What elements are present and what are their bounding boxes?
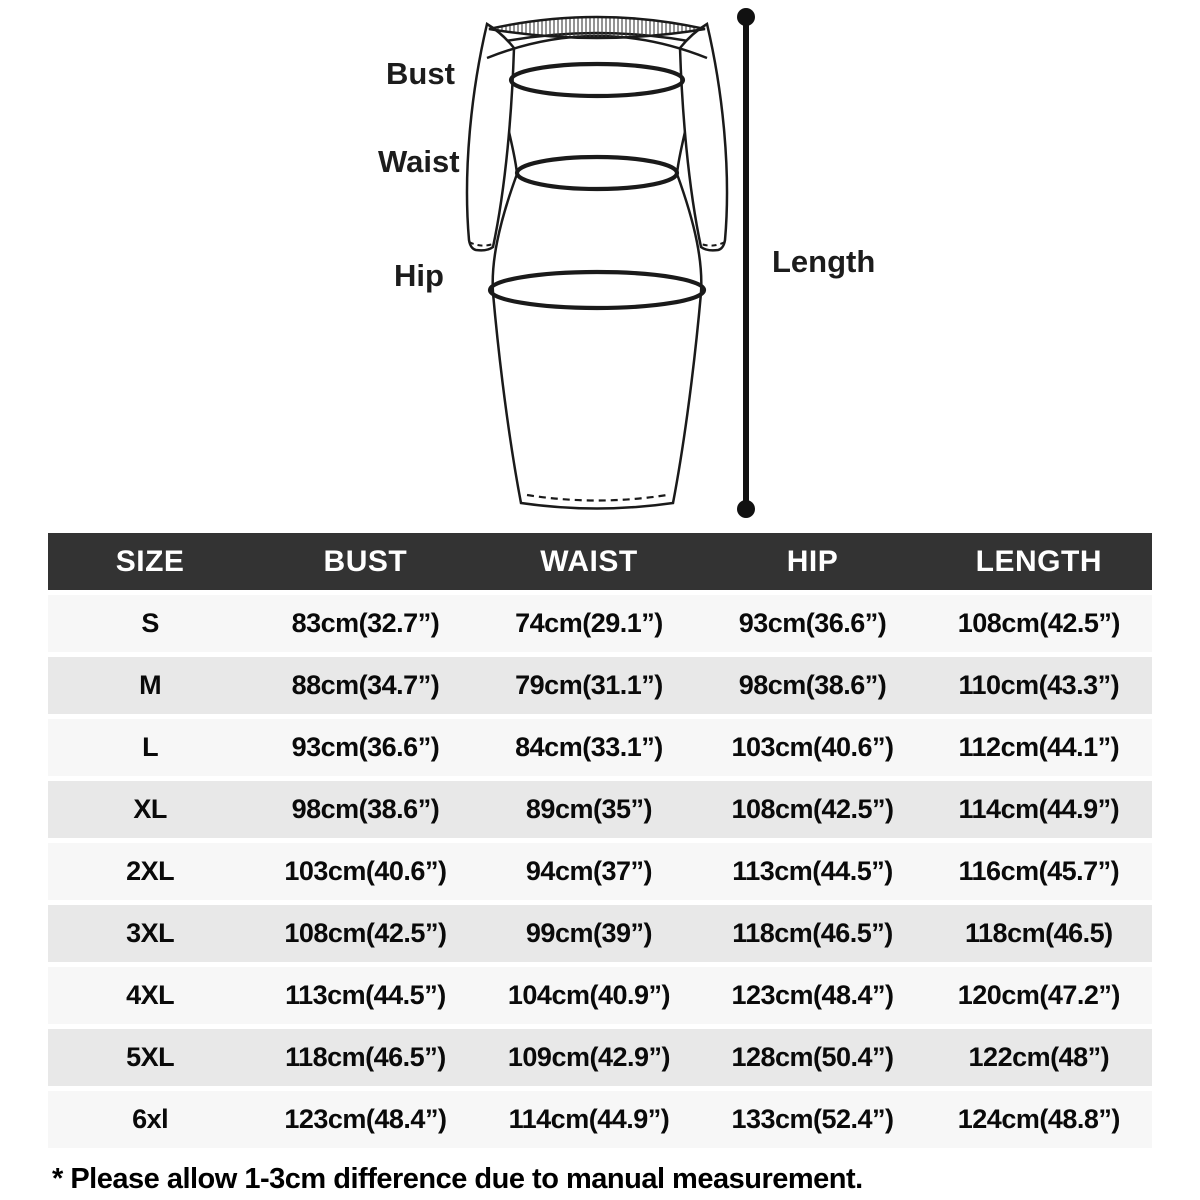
waist-cell: 84cm(33.1”) [479,719,700,776]
waist-cell: 74cm(29.1”) [479,595,700,652]
waist-cell: 79cm(31.1”) [479,657,700,714]
size-table [48,528,1152,1153]
length-cell: 114cm(44.9”) [926,781,1152,838]
hip-cell: 113cm(44.5”) [699,843,925,900]
size-cell: S [48,595,252,652]
size-cell: 4XL [48,967,252,1024]
bust-cell: 113cm(44.5”) [252,967,478,1024]
table-row [48,905,1152,962]
header-length: LENGTH [926,533,1152,590]
size-table-container [48,528,1152,1153]
header-bust: BUST [252,533,478,590]
hip-label: Hip [394,258,444,293]
length-cell: 108cm(42.5”) [926,595,1152,652]
size-cell: M [48,657,252,714]
header-waist: WAIST [479,533,700,590]
bust-cell: 108cm(42.5”) [252,905,478,962]
waist-cell: 89cm(35”) [479,781,700,838]
hip-cell: 118cm(46.5”) [699,905,925,962]
table-row [48,1029,1152,1086]
bust-cell: 93cm(36.6”) [252,719,478,776]
table-row [48,1091,1152,1148]
bust-cell: 88cm(34.7”) [252,657,478,714]
size-table-body [48,595,1152,1148]
table-row [48,595,1152,652]
waist-cell: 114cm(44.9”) [479,1091,700,1148]
size-cell: 5XL [48,1029,252,1086]
dress-illustration [0,0,1200,528]
length-cell: 110cm(43.3”) [926,657,1152,714]
hip-cell: 98cm(38.6”) [699,657,925,714]
waist-cell: 94cm(37”) [479,843,700,900]
table-row [48,843,1152,900]
bust-cell: 98cm(38.6”) [252,781,478,838]
hip-cell: 128cm(50.4”) [699,1029,925,1086]
length-cell: 122cm(48”) [926,1029,1152,1086]
waist-cell: 109cm(42.9”) [479,1029,700,1086]
length-line-bottom-dot [737,500,755,518]
length-cell: 124cm(48.8”) [926,1091,1152,1148]
size-cell: 3XL [48,905,252,962]
table-row [48,781,1152,838]
measurement-disclaimer: * Please allow 1-3cm difference due to manual measurement. [52,1163,863,1195]
header-size: SIZE [48,533,252,590]
bust-cell: 103cm(40.6”) [252,843,478,900]
length-cell: 112cm(44.1”) [926,719,1152,776]
size-table-header [48,533,1152,590]
length-cell: 116cm(45.7”) [926,843,1152,900]
hip-cell: 123cm(48.4”) [699,967,925,1024]
size-cell: L [48,719,252,776]
hip-cell: 108cm(42.5”) [699,781,925,838]
header-hip: HIP [699,533,925,590]
neckband [489,17,705,38]
table-row [48,719,1152,776]
size-cell: 6xl [48,1091,252,1148]
waist-cell: 104cm(40.9”) [479,967,700,1024]
hip-cell: 93cm(36.6”) [699,595,925,652]
dress-measurement-diagram [0,0,1200,528]
table-row [48,967,1152,1024]
length-cell: 120cm(47.2”) [926,967,1152,1024]
bust-cell: 123cm(48.4”) [252,1091,478,1148]
size-cell: 2XL [48,843,252,900]
hip-cell: 103cm(40.6”) [699,719,925,776]
waist-label: Waist [378,144,460,179]
length-line-top-dot [737,8,755,26]
hip-cell: 133cm(52.4”) [699,1091,925,1148]
length-cell: 118cm(46.5) [926,905,1152,962]
size-cell: XL [48,781,252,838]
bust-label: Bust [386,56,455,91]
waist-cell: 99cm(39”) [479,905,700,962]
length-label: Length [772,244,876,279]
bust-cell: 118cm(46.5”) [252,1029,478,1086]
table-row [48,657,1152,714]
bust-cell: 83cm(32.7”) [252,595,478,652]
